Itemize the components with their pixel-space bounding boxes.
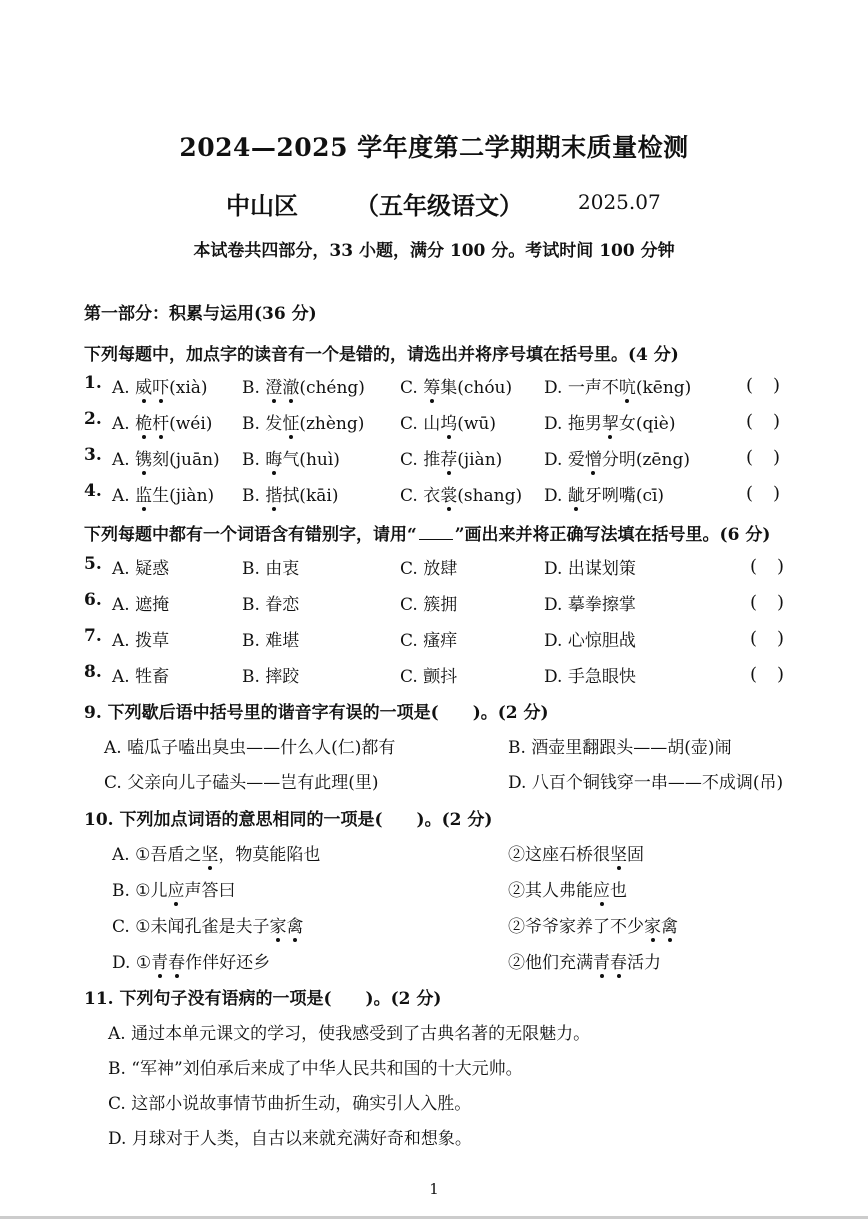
option-c-content-prefix: C. [400,378,424,398]
option-d-content-text: 牙咧嘴(cī) [584,486,665,506]
option-d [544,481,664,506]
option-c-content-dotted: 裳 [440,486,458,506]
option-b: B. 眷恋 [242,595,300,615]
q10-stem: 10. 下列加点词语的意思相同的一项是( )。(2 分) [84,810,493,830]
option-a-content-dotted: 吓 [152,378,170,398]
option-d [544,445,690,470]
option-d-content [544,378,691,398]
q10-dotted-char: 家 [269,917,287,937]
q10-dotted-char: 坚 [201,845,219,865]
option-a-content-dotted: 镌 [135,450,153,470]
answer-blank: ( ) [746,375,782,396]
option-b-content [242,486,338,506]
q10-dotted-char: 家 [644,917,661,937]
option-c [400,373,512,398]
exam-title: 2024—2025 学年度第二学期期末质量检测 [179,133,689,162]
option-b [242,445,340,470]
exam-date: 2025.07 [578,190,661,214]
option-d-content [544,486,664,506]
q10-left-item [112,912,303,937]
option-c-content-prefix: C. 推 [400,450,441,470]
option-a: A. 拨草 [112,631,170,651]
option-d-content [544,414,676,434]
option-c-content-prefix: C. 衣 [400,486,441,506]
question-number: 8. [84,662,102,682]
option-a [112,445,220,470]
option-b-content-prefix: B. [242,450,266,470]
option-b-content [242,450,340,470]
option-c [400,445,502,470]
option-d-content-text: (kēng) [635,378,692,398]
question-number: 2. [84,409,102,429]
option-d-content-prefix: D. 拖男 [544,414,602,434]
option-c: C. 放肆 [400,559,458,579]
q11-option-d: D. 月球对于人类，自古以来就充满好奇和想象。 [108,1129,472,1149]
q10-text: 声答曰 [184,881,236,901]
option-b-content-text: (zhèng) [299,414,365,434]
q10-left-item [112,840,320,865]
option-b: B. 由衷 [242,559,300,579]
option-d-content [544,450,690,470]
q10-left-item [112,876,236,901]
q10-text: C. ①未闻孔雀是夫子 [112,917,270,937]
option-c [400,481,522,506]
q10-text: ②其人弗能 [508,881,593,901]
option-c-content-text: (wū) [457,414,496,434]
answer-blank: ( ) [746,411,782,432]
option-d [544,373,691,398]
option-b-content-dotted: 揩 [265,486,283,506]
option-b-content-dotted: 怔 [282,414,300,434]
q10-right-item [508,948,661,973]
option-a: A. 疑惑 [112,559,170,579]
option-b-content-dotted: 晦 [265,450,283,470]
option-a-content-prefix: A. [112,486,136,506]
option-c-content [400,450,502,470]
option-b-content-dotted: 澄 [265,378,283,398]
q10-right-item [508,840,644,865]
district-label: 中山区 [226,191,298,220]
option-c-content-text: (jiàn) [457,450,503,470]
question-number: 4. [84,481,102,501]
option-c-content-dotted: 坞 [440,414,458,434]
answer-blank: ( ) [746,447,782,468]
page-number: 1 [429,1180,439,1198]
option-c-content-text: 集(chóu) [440,378,513,398]
option-c-content-prefix: C. 山 [400,414,441,434]
option-d-content-text: 女(qiè) [618,414,676,434]
question-number: 7. [84,626,102,646]
q9-option-c: C. 父亲向儿子磕头——岂有此理(里) [104,773,379,793]
option-a-content [112,378,208,398]
option-c: C. 簇拥 [400,595,458,615]
q10-dotted-char: 青 [151,953,169,973]
q10-right-item [508,876,627,901]
q10-text: ②爷爷家养了不少 [508,917,644,937]
q10-left-item [112,948,270,973]
q11-option-a: A. 通过本单元课文的学习，使我感受到了古典名著的无限魅力。 [108,1024,591,1044]
option-b-content-prefix: B. [242,378,266,398]
q10-text: 也 [610,881,627,901]
option-d-content-prefix: D. 一声不 [544,378,619,398]
answer-blank: ( ) [746,483,782,504]
q10-text: ②他们充满 [508,953,593,973]
q9-option-b: B. 酒壶里翻跟头——胡(壶)闹 [508,738,732,758]
option-d-content-text: 分明(zēng) [601,450,690,470]
answer-blank: ( ) [750,592,786,613]
option-a-content-prefix: A. [112,414,136,434]
answer-blank: ( ) [750,556,786,577]
q11-option-c: C. 这部小说故事情节曲折生动，确实引人入胜。 [108,1094,472,1114]
option-a-content-dotted: 杆 [152,414,170,434]
underline-blank [419,539,453,540]
option-d-content-dotted: 憎 [584,450,602,470]
option-b-content-prefix: B. [242,486,266,506]
option-a [112,409,212,434]
option-b [242,373,365,398]
q10-dotted-char: 坚 [610,845,627,865]
option-a-content-dotted: 桅 [135,414,153,434]
option-a-content [112,414,212,434]
option-b-content-prefix: B. 发 [242,414,283,434]
option-c-content-dotted: 荐 [440,450,458,470]
option-b [242,409,364,434]
exam-info: 本试卷共四部分，33 小题，满分 100 分。考试时间 100 分钟 [193,241,675,261]
option-a-content [112,486,214,506]
option-c [400,409,496,434]
q9-option-a: A. 嗑瓜子嗑出臭虫——什么人(仁)都有 [104,738,396,758]
q10-dotted-char: 应 [593,881,610,901]
question-number: 5. [84,554,102,574]
option-b-content-text: 拭(kāi) [282,486,339,506]
q9-stem: 9. 下列歇后语中括号里的谐音字有误的一项是( )。(2 分) [84,703,549,723]
q10-text: D. ① [112,953,152,973]
q10-text: A. ①吾盾之 [112,845,202,865]
q10-text: 固 [627,845,644,865]
option-c-content [400,486,522,506]
option-c-content [400,414,496,434]
option-b: B. 摔跤 [242,667,300,687]
option-d-content-dotted: 龇 [567,486,585,506]
option-c: C. 瘙痒 [400,631,458,651]
option-a [112,373,208,398]
option-d: D. 手急眼快 [544,667,636,687]
grade-label: （五年级语文） [355,191,523,220]
q9-option-d: D. 八百个铜钱穿一串——不成调(吊) [508,773,784,793]
option-a-content-text: 生(jiàn) [152,486,215,506]
q10-dotted-char: 春 [610,953,627,973]
option-b-content [242,378,365,398]
option-d [544,409,676,434]
option-a [112,481,214,506]
q11-option-b: B. “军神”刘伯承后来成了中华人民共和国的十大元帅。 [108,1059,523,1079]
option-c-content-dotted: 筹 [423,378,441,398]
option-a-content-text: (wéi) [169,414,213,434]
q11-stem: 11. 下列句子没有语病的一项是( )。(2 分) [84,989,442,1009]
option-d: D. 出谋划策 [544,559,636,579]
option-b-content-text: 气(huì) [282,450,340,470]
option-b-content [242,414,364,434]
option-a-content-text: (xià) [169,378,208,398]
option-a-content-prefix: A. [112,378,136,398]
option-a-content-text: 刻(juān) [152,450,220,470]
q10-dotted-char: 春 [168,953,186,973]
answer-blank: ( ) [750,664,786,685]
instruction-typo-part2: ”画出来并将正确写法填在括号里。(6 分) [454,525,771,545]
q10-text: 作伴好还乡 [185,953,271,973]
q10-dotted-char: 应 [167,881,185,901]
option-c-content [400,378,512,398]
instruction-typo-part1: 下列每题中都有一个词语含有错别字，请用“ [84,525,417,545]
option-c: C. 颤抖 [400,667,458,687]
q10-right-item [508,912,678,937]
option-d-content-prefix: D. [544,486,568,506]
option-d-content-prefix: D. 爱 [544,450,585,470]
option-a-content [112,450,220,470]
option-c-content-text: (shang) [457,486,523,506]
instruction-pinyin: 下列每题中，加点字的读音有一个是错的，请选出并将序号填在括号里。(4 分) [84,345,679,365]
option-a: A. 遮掩 [112,595,170,615]
q10-text: ②这座石桥很 [508,845,610,865]
section-title: 第一部分：积累与运用(36 分) [84,304,317,324]
option-a: A. 牲畜 [112,667,170,687]
option-b-content-dotted: 澈 [282,378,300,398]
option-a-content-prefix: A. [112,450,136,470]
option-b [242,481,338,506]
option-d-content-dotted: 挈 [601,414,619,434]
q10-dotted-char: 禽 [286,917,304,937]
option-d-content-dotted: 吭 [618,378,636,398]
q10-text: B. ①儿 [112,881,168,901]
option-a-content-dotted: 威 [135,378,153,398]
option-b: B. 难堪 [242,631,300,651]
question-number: 1. [84,373,102,393]
q10-dotted-char: 青 [593,953,610,973]
option-d: D. 心惊胆战 [544,631,636,651]
question-number: 6. [84,590,102,610]
q10-dotted-char: 禽 [661,917,678,937]
q10-text: ，物莫能陷也 [218,845,321,865]
q10-text: 活力 [627,953,661,973]
option-d: D. 摹拳擦掌 [544,595,636,615]
instruction-typo [84,520,770,545]
scan-edge [0,1216,868,1219]
question-number: 3. [84,445,102,465]
option-a-content-dotted: 监 [135,486,153,506]
answer-blank: ( ) [750,628,786,649]
option-b-content-text: (chéng) [299,378,365,398]
